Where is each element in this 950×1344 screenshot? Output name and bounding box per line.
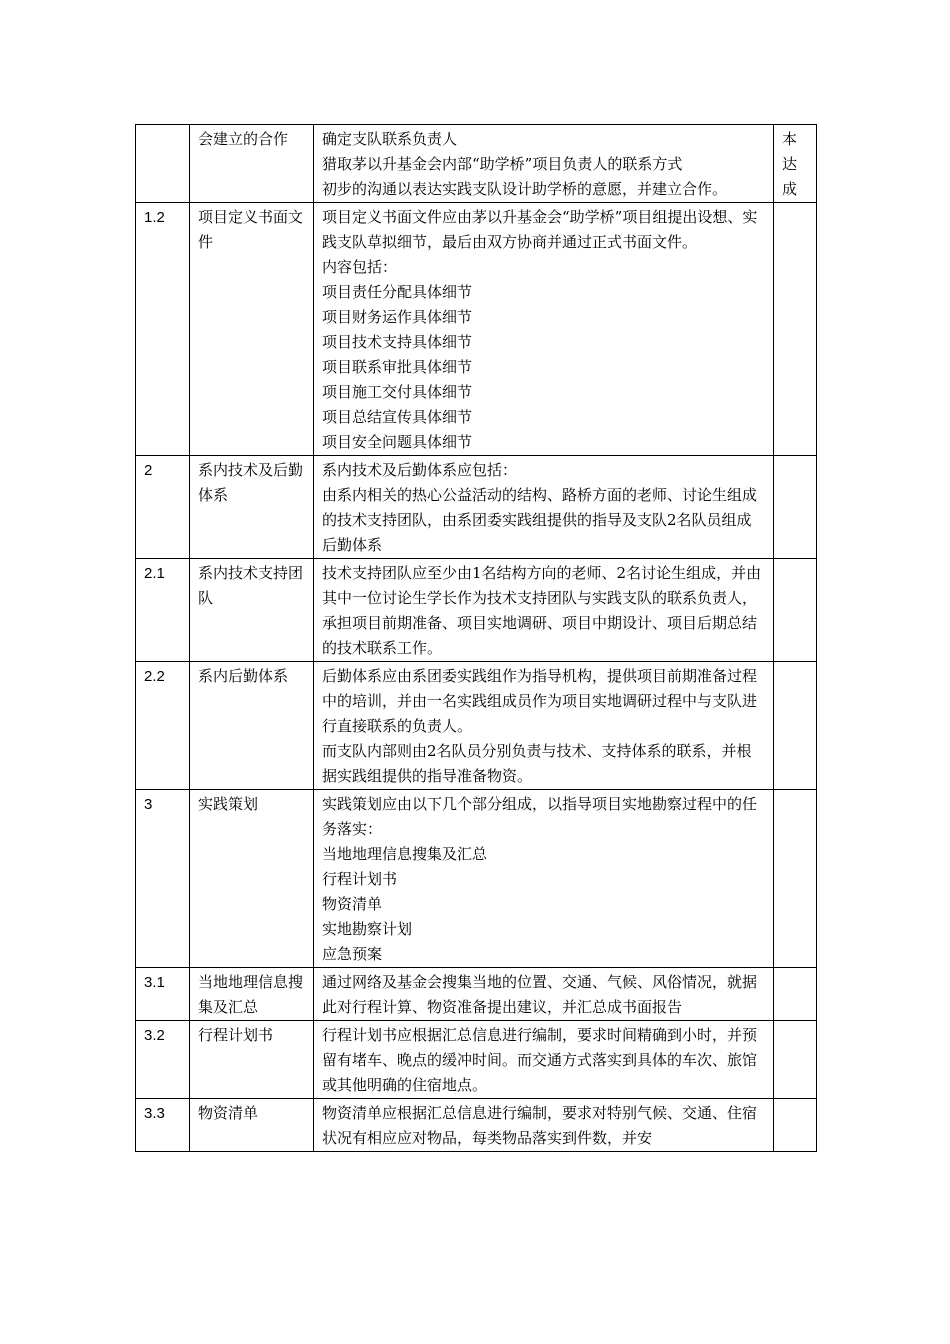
content-line: 行程计划书应根据汇总信息进行编制，要求时间精确到小时，并预留有堵车、晚点的缓冲时间。而交通方式落实到具体的车次、旅馆或其他明确的住宿地点。 (322, 1026, 758, 1094)
content-line: 当地地理信息搜集及汇总 (322, 845, 488, 863)
row-content (314, 968, 774, 1021)
content-line: 后勤体系应由系团委实践组作为指导机构，提供项目前期准备过程中的培训，并由一名实践组成员作为项目实地调研过程中与支队进行直接联系的负责人。 (322, 667, 758, 735)
table-row (136, 1021, 817, 1099)
content-line: 物资清单应根据汇总信息进行编制，要求对特别气候、交通、住宿状况有相应应对物品，每类物品落实到件数，并安 (322, 1104, 758, 1147)
row-status: 本达成 (774, 125, 817, 203)
row-content (314, 662, 774, 790)
table-row (136, 1099, 817, 1152)
row-number: 2.1 (136, 559, 190, 662)
table-row (136, 968, 817, 1021)
row-content (314, 790, 774, 968)
content-line: 通过网络及基金会搜集当地的位置、交通、气候、风俗情况，就据此对行程计算、物资准备提出建议，并汇总成书面报告 (322, 973, 758, 1016)
content-line: 实践策划应由以下几个部分组成，以指导项目实地勘察过程中的任务落实： (322, 795, 758, 838)
content-line: 项目总结宣传具体细节 (322, 408, 473, 426)
content-line: 实地勘察计划 (322, 920, 413, 938)
content-line: 项目技术支持具体细节 (322, 333, 473, 351)
row-number: 3.1 (136, 968, 190, 1021)
table-row (136, 456, 817, 559)
row-content (314, 125, 774, 203)
row-status (774, 790, 817, 968)
row-item-name: 当地地理信息搜集及汇总 (190, 968, 314, 1021)
plan-table (135, 124, 817, 1152)
table-row (136, 790, 817, 968)
row-item-name: 会建立的合作 (190, 125, 314, 203)
table-row (136, 662, 817, 790)
row-number (136, 125, 190, 203)
content-line: 项目定义书面文件应由茅以升基金会“助学桥”项目组提出设想、实践支队草拟细节，最后由双方协商并通过正式书面文件。 (322, 208, 758, 251)
content-line: 猎取茅以升基金会内部“助学桥”项目负责人的联系方式 (322, 155, 683, 173)
row-content (314, 1099, 774, 1152)
row-status (774, 1021, 817, 1099)
row-status (774, 203, 817, 456)
row-item-name: 项目定义书面文件 (190, 203, 314, 456)
row-item-name: 行程计划书 (190, 1021, 314, 1099)
row-number: 3.2 (136, 1021, 190, 1099)
row-content (314, 559, 774, 662)
row-item-name: 物资清单 (190, 1099, 314, 1152)
content-line: 项目施工交付具体细节 (322, 383, 473, 401)
content-line: 初步的沟通以表达实践支队设计助学桥的意愿，并建立合作。 (322, 180, 728, 198)
row-number: 3.3 (136, 1099, 190, 1152)
row-status (774, 456, 817, 559)
content-line: 项目联系审批具体细节 (322, 358, 473, 376)
row-item-name: 系内技术支持团队 (190, 559, 314, 662)
row-content (314, 456, 774, 559)
table-row (136, 125, 817, 203)
row-number: 3 (136, 790, 190, 968)
content-line: 行程计划书 (322, 870, 398, 888)
table-row (136, 559, 817, 662)
row-content (314, 203, 774, 456)
row-item-name: 系内技术及后勤体系 (190, 456, 314, 559)
row-number: 2.2 (136, 662, 190, 790)
row-status (774, 662, 817, 790)
table-body (136, 125, 817, 1152)
content-line: 而支队内部则由2名队员分别负责与技术、支持体系的联系，并根据实践组提供的指导准备物资。 (322, 742, 752, 785)
row-item-name: 系内后勤体系 (190, 662, 314, 790)
row-status (774, 968, 817, 1021)
content-line: 内容包括： (322, 258, 398, 276)
content-line: 应急预案 (322, 945, 383, 963)
content-line: 确定支队联系负责人 (322, 130, 458, 148)
table-row (136, 203, 817, 456)
content-line: 项目财务运作具体细节 (322, 308, 473, 326)
row-status (774, 1099, 817, 1152)
row-content (314, 1021, 774, 1099)
content-line: 系内技术及后勤体系应包括： (322, 461, 518, 479)
row-status (774, 559, 817, 662)
content-line: 由系内相关的热心公益活动的结构、路桥方面的老师、讨论生组成的技术支持团队，由系团委实践组提供的指导及支队2名队员组成后勤体系 (322, 486, 758, 554)
content-line: 项目安全问题具体细节 (322, 433, 473, 451)
content-line: 项目责任分配具体细节 (322, 283, 473, 301)
row-item-name: 实践策划 (190, 790, 314, 968)
content-line: 物资清单 (322, 895, 383, 913)
row-number: 1.2 (136, 203, 190, 456)
row-number: 2 (136, 456, 190, 559)
content-line: 技术支持团队应至少由1名结构方向的老师、2名讨论生组成，并由其中一位讨论生学长作为技术支持团队与实践支队的联系负责人，承担项目前期准备、项目实地调研、项目中期设计、项目后期总结的技术联系工作。 (322, 564, 762, 657)
